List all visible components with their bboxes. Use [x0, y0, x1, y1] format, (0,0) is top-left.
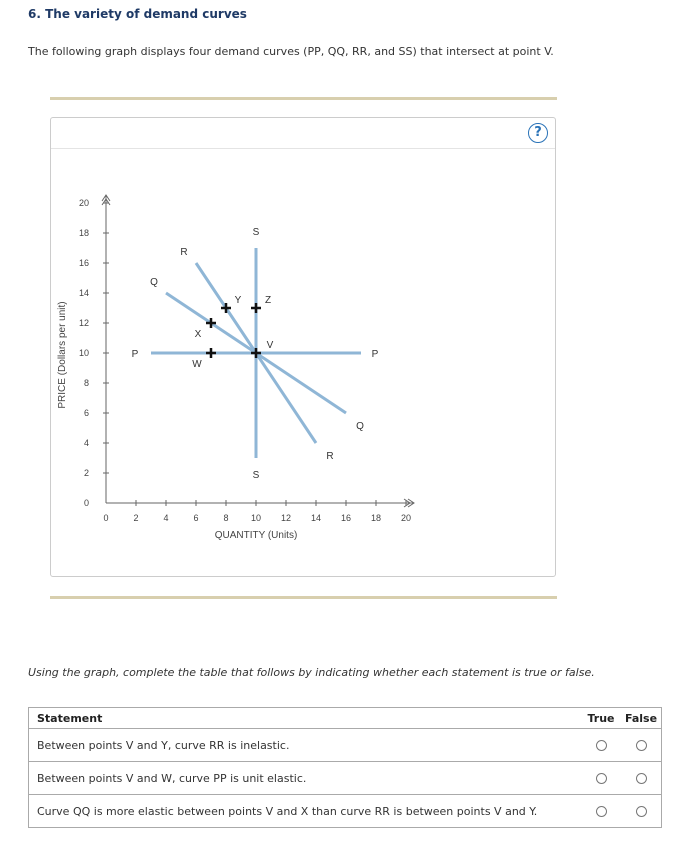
- y-tick-label: 0: [83, 498, 89, 508]
- statement-header: Statement: [29, 708, 582, 729]
- point-label-z: Z: [264, 295, 272, 306]
- curve-label-ss-start: S: [252, 227, 260, 238]
- y-tick-label: 20: [78, 198, 89, 208]
- x-tick-label: 16: [340, 513, 352, 523]
- curve-label-qq-end: Q: [356, 421, 364, 432]
- curve-label-qq-start: Q: [150, 277, 158, 288]
- table-header-row: [29, 708, 662, 729]
- x-tick-label: 18: [370, 513, 382, 523]
- statements-table: [28, 707, 662, 828]
- curve-label-ss-end: S: [252, 470, 260, 481]
- y-tick-label: 8: [83, 378, 89, 388]
- x-tick-label: 4: [163, 513, 169, 523]
- demand-chart: [50, 117, 556, 577]
- table-row: [29, 762, 662, 795]
- true-radio[interactable]: [596, 740, 607, 751]
- x-tick-label: 0: [103, 513, 109, 523]
- y-tick-label: 16: [78, 258, 89, 268]
- x-tick-label: 2: [133, 513, 139, 523]
- question-title: 6. The variety of demand curves: [28, 7, 247, 21]
- x-axis-label: QUANTITY (Units): [214, 530, 298, 541]
- point-label-x: X: [194, 329, 202, 340]
- x-tick-label: 14: [310, 513, 322, 523]
- x-tick-label: 10: [250, 513, 262, 523]
- false-header: False: [621, 708, 662, 729]
- x-tick-label: 12: [280, 513, 292, 523]
- false-radio[interactable]: [636, 806, 647, 817]
- true-header: True: [581, 708, 621, 729]
- point-label-y: Y: [234, 295, 242, 306]
- statement-text: Between points V and W, curve PP is unit elastic.: [29, 762, 582, 795]
- top-divider: [50, 97, 557, 100]
- point-label-v: V: [266, 340, 274, 351]
- y-tick-label: 14: [78, 288, 89, 298]
- true-cell: [581, 795, 621, 828]
- y-tick-label: 10: [78, 348, 89, 358]
- y-axis-label: PRICE (Dollars per unit): [57, 301, 68, 409]
- table-row: [29, 729, 662, 762]
- question-intro: The following graph displays four demand curves (PP, QQ, RR, and SS) that intersect at point V.: [28, 45, 554, 58]
- x-tick-label: 20: [400, 513, 412, 523]
- false-cell: [621, 729, 662, 762]
- curve-label-pp-start: P: [131, 349, 139, 360]
- y-tick-label: 12: [78, 318, 89, 328]
- curve-label-rr-start: R: [180, 247, 188, 258]
- false-radio[interactable]: [636, 773, 647, 784]
- help-icon[interactable]: ?: [528, 123, 548, 143]
- y-tick-label: 2: [83, 468, 89, 478]
- bottom-divider: [50, 596, 557, 599]
- false-radio[interactable]: [636, 740, 647, 751]
- false-cell: [621, 762, 662, 795]
- x-tick-label: 8: [223, 513, 229, 523]
- point-label-w: W: [192, 359, 202, 370]
- table-row: [29, 795, 662, 828]
- curve-label-pp-end: P: [371, 349, 379, 360]
- statement-text: Curve QQ is more elastic between points V and X than curve RR is between points V and Y.: [29, 795, 582, 828]
- statement-text: Between points V and Y, curve RR is inelastic.: [29, 729, 582, 762]
- curve-label-rr-end: R: [326, 451, 334, 462]
- point-w-icon: [206, 348, 216, 358]
- table-instruction: Using the graph, complete the table that follows by indicating whether each statement is true or false.: [28, 666, 595, 679]
- true-cell: [581, 729, 621, 762]
- y-tick-label: 18: [78, 228, 89, 238]
- x-tick-label: 6: [193, 513, 199, 523]
- true-cell: [581, 762, 621, 795]
- y-tick-label: 4: [83, 438, 89, 448]
- false-cell: [621, 795, 662, 828]
- point-z-icon: [251, 303, 261, 313]
- true-radio[interactable]: [596, 806, 607, 817]
- y-tick-label: 6: [83, 408, 89, 418]
- true-radio[interactable]: [596, 773, 607, 784]
